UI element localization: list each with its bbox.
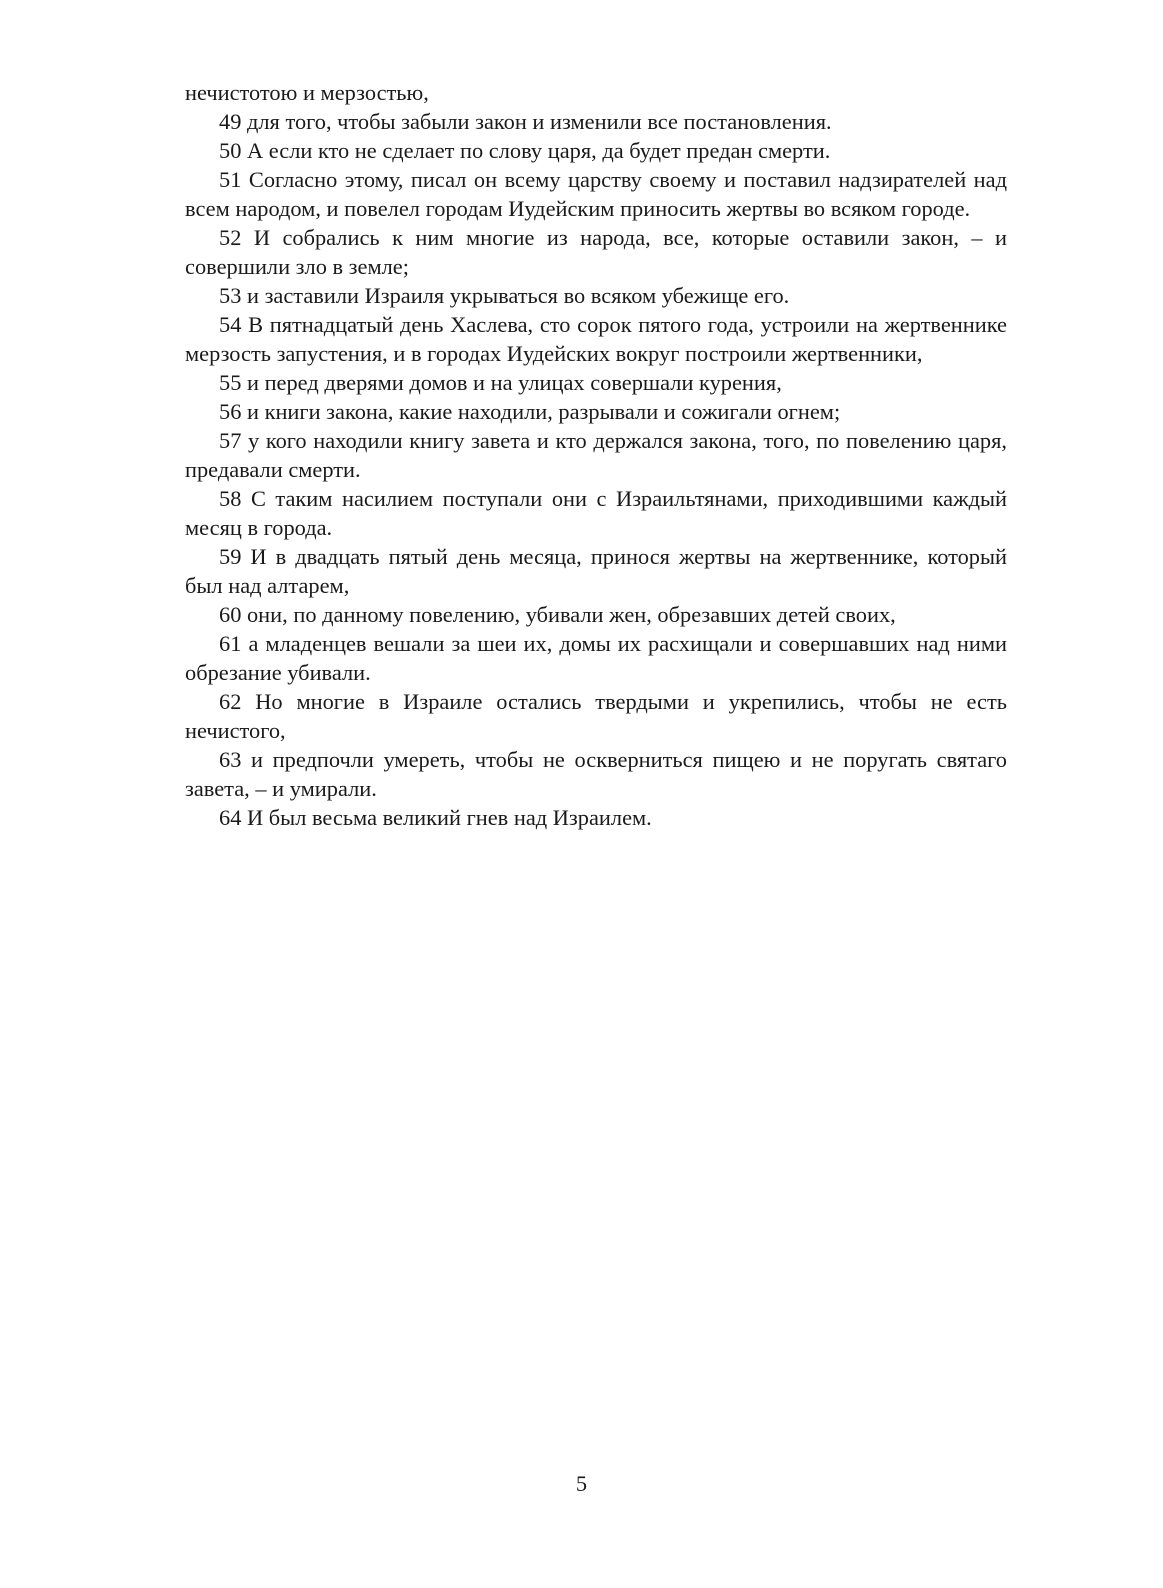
verse-59: 59 И в двадцать пятый день месяца, принося жертвы на жертвеннике, который был над алтарем, [185, 544, 1007, 598]
verse-53: 53 и заставили Израиля укрываться во всяком убежище его. [219, 283, 790, 308]
verse-60: 60 они, по данному повелению, убивали жен, обрезавших детей своих, [219, 602, 896, 627]
verse-51: 51 Согласно этому, писал он всему царству своему и поставил надзирателей над всем народом, и повелел городам Иудейским приносить жертвы во всяком городе. [185, 167, 1007, 221]
verse-61: 61 а младенцев вешали за шеи их, домы их расхищали и совершавших над ними обрезание убивали. [185, 631, 1007, 685]
verse-56: 56 и книги закона, какие находили, разрывали и сожигали огнем; [219, 399, 841, 424]
verse-57: 57 у кого находили книгу завета и кто держался закона, того, по повелению царя, предавали смерти. [185, 428, 1007, 482]
verse-62: 62 Но многие в Израиле остались твердыми и укрепились, чтобы не есть нечистого, [185, 689, 1007, 743]
continuation-line: нечистотою и мерзостью, [185, 80, 429, 105]
verse-58: 58 С таким насилием поступали они с Израильтянами, приходившими каждый месяц в города. [185, 486, 1007, 540]
verse-55: 55 и перед дверями домов и на улицах совершали курения, [219, 370, 782, 395]
verse-64: 64 И был весьма великий гнев над Израилем. [219, 805, 652, 830]
verse-50: 50 А если кто не сделает по слову царя, да будет предан смерти. [219, 138, 831, 163]
verse-52: 52 И собрались к ним многие из народа, все, которые оставили закон, – и совершили зло в земле; [185, 225, 1007, 279]
page-text [185, 78, 1007, 832]
verse-54: 54 В пятнадцатый день Хаслева, сто сорок пятого года, устроили на жертвеннике мерзость запустения, и в городах Иудейских вокруг построили жертвенники, [185, 312, 1007, 366]
verse-63: 63 и предпочли умереть, чтобы не оскверниться пищею и не поругать святаго завета, – и умирали. [185, 747, 1007, 801]
page-number: 5 [575, 1471, 588, 1496]
verse-49: 49 для того, чтобы забыли закон и изменили все постановления. [219, 109, 832, 134]
